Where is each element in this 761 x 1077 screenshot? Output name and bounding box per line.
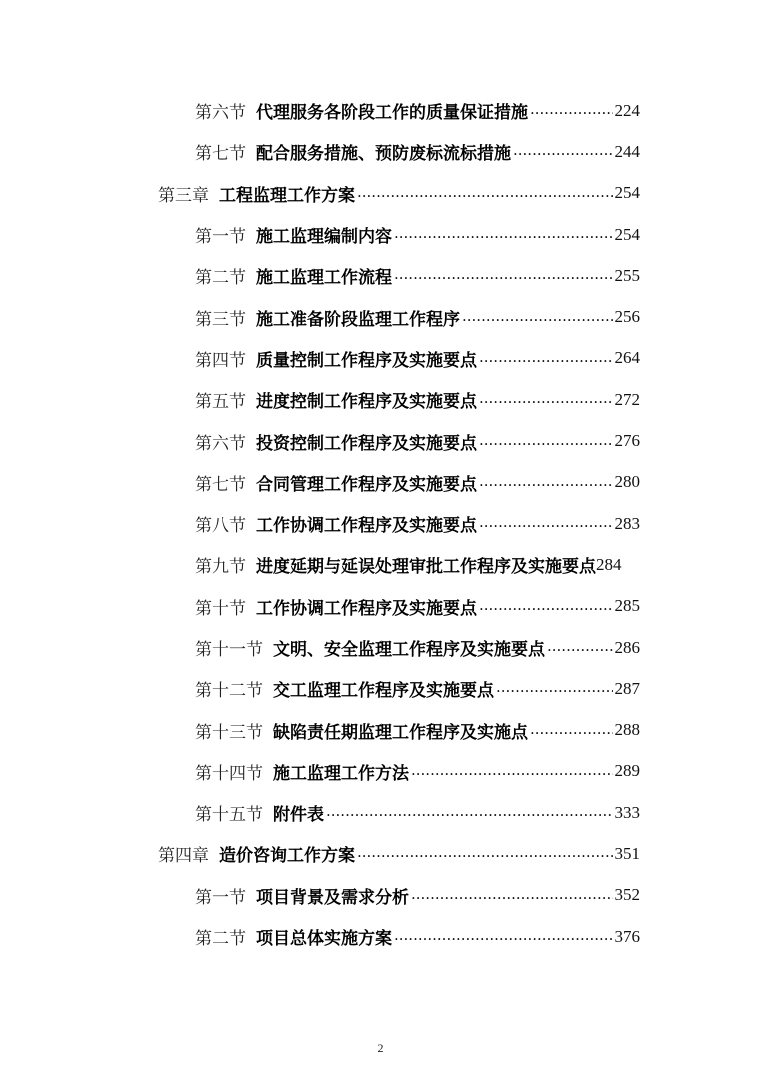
toc-entry-number: 第三节	[195, 309, 246, 330]
toc-entry[interactable]	[195, 668, 640, 709]
toc-entry[interactable]	[195, 255, 640, 296]
toc-leader-dots	[462, 311, 613, 328]
toc-leader-dots	[411, 889, 613, 906]
toc-leader-dots	[479, 476, 613, 493]
toc-entry-title: 配合服务措施、预防废标流标措施	[256, 144, 511, 165]
toc-leader-dots	[530, 104, 613, 121]
toc-entry-page: 352	[614, 885, 640, 905]
toc-entry-page: 333	[614, 802, 640, 822]
toc-entry-page: 255	[614, 265, 640, 285]
toc-entry-title: 项目总体实施方案	[256, 929, 392, 950]
page-number: 2	[377, 1041, 384, 1055]
toc-chapter-entry[interactable]	[158, 833, 640, 874]
toc-entry-number: 第四章	[158, 846, 209, 867]
toc-leader-dots	[530, 724, 613, 741]
toc-entry[interactable]	[195, 90, 640, 131]
toc-entry-title: 项目背景及需求分析	[256, 887, 409, 908]
toc-entry[interactable]	[195, 131, 640, 172]
toc-leader-dots	[411, 765, 613, 782]
toc-entry-page: 351	[614, 843, 640, 863]
toc-entry-page: 276	[614, 431, 640, 451]
toc-entry-title: 合同管理工作程序及实施要点	[256, 474, 477, 495]
toc-entry[interactable]	[195, 379, 640, 420]
toc-entry-page: 224	[614, 100, 640, 120]
toc-entry-number: 第三章	[158, 185, 209, 206]
toc-entry-number: 第九节	[195, 557, 246, 578]
toc-entry-page: 244	[614, 141, 640, 161]
toc-entry-page: 376	[614, 926, 640, 946]
toc-leader-dots	[479, 435, 613, 452]
toc-entry-page: 288	[614, 720, 640, 740]
toc-entry-title: 文明、安全监理工作程序及实施要点	[273, 640, 545, 660]
toc-leader-dots	[394, 269, 613, 286]
toc-entry-page: 280	[614, 472, 640, 492]
toc-entry-page: 264	[614, 348, 640, 368]
toc-entry-page: 254	[614, 224, 640, 244]
toc-entry-number: 第十节	[195, 598, 246, 619]
toc-entry-page: 256	[614, 307, 640, 327]
toc-entry-title: 工程监理工作方案	[219, 185, 355, 206]
table-of-contents	[0, 90, 761, 957]
toc-entry-title: 施工准备阶段监理工作程序	[256, 309, 460, 330]
toc-leader-dots	[479, 600, 613, 617]
toc-entry[interactable]	[195, 627, 640, 668]
toc-entry-title: 质量控制工作程序及实施要点	[256, 350, 477, 371]
toc-entry-title: 施工监理编制内容	[256, 227, 392, 248]
toc-entry[interactable]	[195, 586, 640, 627]
toc-leader-dots	[513, 145, 613, 162]
toc-entry-number: 第十五节	[195, 805, 263, 826]
toc-entry-number: 第四节	[195, 350, 246, 371]
toc-entry-title: 代理服务各阶段工作的质量保证措施	[256, 103, 528, 124]
toc-entry-number: 第五节	[195, 392, 246, 413]
toc-entry-page: 272	[614, 389, 640, 409]
toc-leader-dots	[479, 352, 613, 369]
toc-entry-number: 第十二节	[195, 681, 263, 702]
toc-entry[interactable]	[195, 792, 640, 833]
toc-entry-page: 289	[614, 761, 640, 781]
toc-leader-dots	[547, 641, 613, 658]
toc-entry-title: 附件表	[273, 805, 324, 826]
toc-entry-title: 投资控制工作程序及实施要点	[256, 433, 477, 454]
toc-entry-title: 造价咨询工作方案	[219, 846, 355, 867]
toc-entry-page: 283	[614, 513, 640, 533]
toc-entry-page: 254	[614, 183, 640, 203]
toc-entry[interactable]	[195, 751, 640, 792]
toc-leader-dots	[394, 930, 613, 947]
toc-entry-title: 施工监理工作流程	[256, 268, 392, 289]
toc-entry[interactable]	[195, 420, 640, 461]
toc-entry-title: 工作协调工作程序及实施要点	[256, 516, 477, 537]
toc-entry-number: 第一节	[195, 227, 246, 248]
toc-chapter-entry[interactable]	[158, 173, 640, 214]
toc-entry-page: 287	[614, 678, 640, 698]
toc-entry[interactable]	[195, 916, 640, 957]
toc-entry-title: 进度延期与延误处理审批工作程序及实施要点	[256, 557, 596, 578]
toc-entry[interactable]	[195, 214, 640, 255]
toc-entry-title: 工作协调工作程序及实施要点	[256, 598, 477, 619]
toc-entry[interactable]	[195, 338, 640, 379]
toc-entry-number: 第一节	[195, 887, 246, 908]
toc-leader-dots	[326, 806, 613, 823]
toc-entry-title: 进度控制工作程序及实施要点	[256, 392, 477, 413]
toc-entry-number: 第十一节	[195, 640, 263, 660]
toc-entry[interactable]	[195, 462, 640, 503]
toc-entry-title: 施工监理工作方法	[273, 763, 409, 784]
toc-entry-number: 第七节	[195, 144, 246, 165]
toc-entry-number: 第六节	[195, 103, 246, 124]
toc-entry-page: 286	[614, 637, 640, 657]
toc-entry-page: 285	[614, 596, 640, 616]
toc-entry-number: 第十四节	[195, 763, 263, 784]
toc-leader-dots	[394, 228, 613, 245]
toc-entry-number: 第七节	[195, 474, 246, 495]
toc-entry-number: 第六节	[195, 433, 246, 454]
toc-entry-title: 缺陷责任期监理工作程序及实施点	[273, 722, 528, 743]
toc-entry[interactable]	[195, 503, 640, 544]
toc-entry-number: 第八节	[195, 516, 246, 537]
toc-entry[interactable]	[195, 296, 640, 337]
toc-leader-dots	[496, 682, 613, 699]
toc-entry-number: 第二节	[195, 268, 246, 289]
toc-leader-dots	[357, 187, 613, 204]
toc-entry[interactable]	[195, 544, 640, 585]
toc-leader-dots	[357, 847, 613, 864]
toc-leader-dots	[479, 517, 613, 534]
toc-entry-title: 交工监理工作程序及实施要点	[273, 681, 494, 702]
toc-entry-number: 第十三节	[195, 722, 263, 743]
toc-entry-number: 第二节	[195, 929, 246, 950]
toc-entry[interactable]	[195, 709, 640, 750]
toc-leader-dots	[479, 393, 613, 410]
toc-entry[interactable]	[195, 875, 640, 916]
toc-entry-page: 284	[596, 554, 622, 574]
